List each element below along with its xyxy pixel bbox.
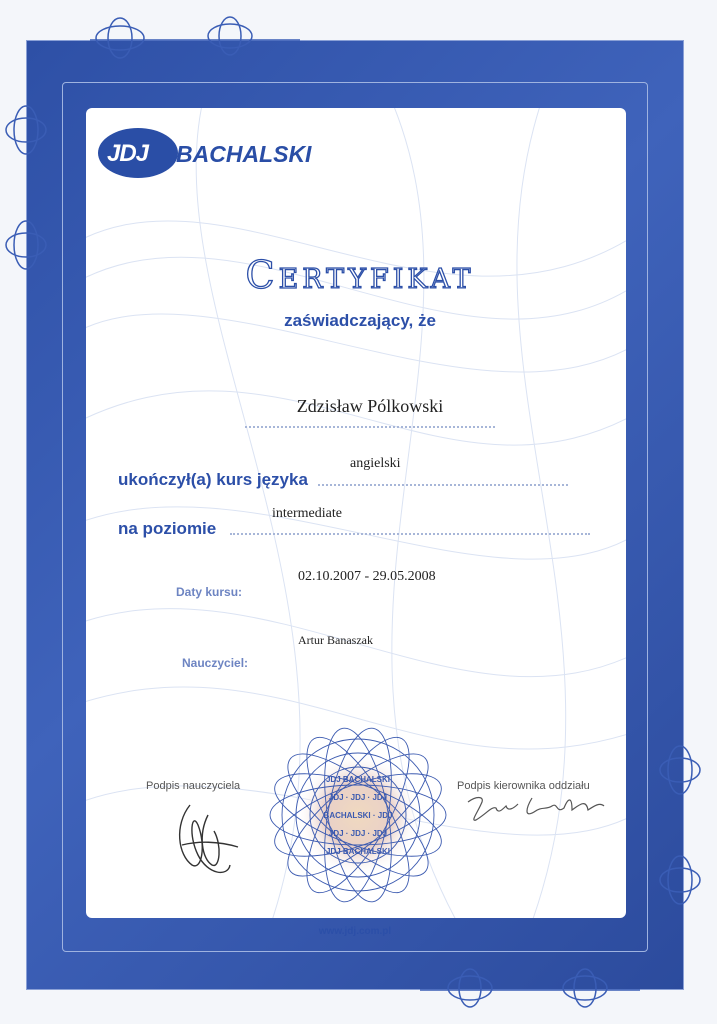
teacher-value: Artur Banaszak	[298, 633, 373, 647]
recipient-name: Zdzisław Pólkowski	[296, 396, 444, 416]
teacher-signature-label: Podpis nauczyciela	[146, 780, 241, 792]
course-dotted-line	[318, 484, 568, 486]
jdj-bachalski-logo	[98, 128, 318, 180]
certificate-subtitle: zaświadczający, że	[284, 311, 436, 330]
course-label: ukończył(a) kurs języka	[118, 470, 308, 489]
level-value: intermediate	[272, 506, 342, 521]
manager-signature-label: Podpis kierownika oddziału	[457, 780, 590, 792]
level-label: na poziomie	[118, 519, 217, 538]
level-dotted-line	[230, 533, 590, 535]
seal-text-5: JDJ BACHALSKI	[325, 847, 391, 856]
dates-label: Daty kursu:	[176, 585, 243, 599]
seal-text-4: JDJ · JDJ · JDJ	[328, 829, 388, 838]
seal-text-2: JDJ · JDJ · JDJ	[328, 793, 388, 802]
course-value: angielski	[350, 456, 401, 471]
logo-name: BACHALSKI	[176, 141, 312, 167]
dates-value: 02.10.2007 - 29.05.2008	[298, 569, 436, 584]
logo-mark: JDJ	[107, 140, 149, 167]
hologram-seal	[263, 720, 453, 910]
certificate-title: Certyfikat	[245, 253, 475, 297]
seal-text-1: JDJ BACHALSKI	[325, 775, 391, 784]
teacher-label: Nauczyciel:	[182, 656, 249, 670]
recipient-dotted-line	[245, 426, 495, 428]
teacher-signature	[168, 795, 248, 885]
manager-signature	[462, 788, 612, 828]
seal-text-3: BACHALSKI · JDJ	[323, 811, 393, 820]
website-footer: www.jdj.com.pl	[318, 926, 392, 937]
